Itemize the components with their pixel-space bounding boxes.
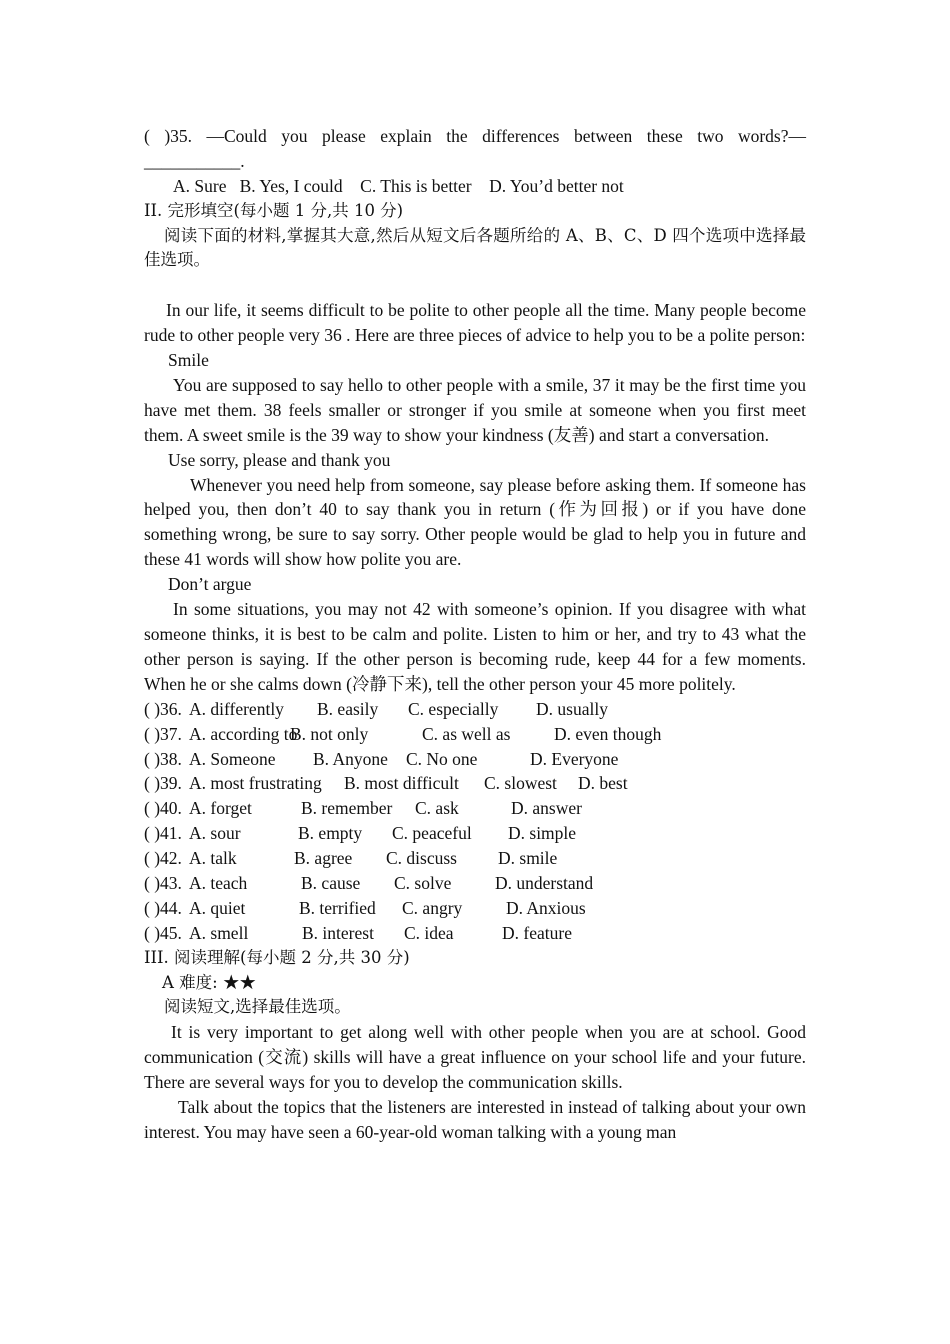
cloze-questions	[144, 697, 806, 946]
option-d: D. smile	[498, 848, 558, 869]
option-a: A. smell	[189, 922, 249, 943]
section-2-instruction: 阅读下面的材料,掌握其大意,然后从短文后各题所给的 A、B、C、D 四个选项中选择最佳选项。	[144, 225, 806, 270]
option-b: B. easily	[317, 698, 379, 719]
question-number: ( )38.	[144, 748, 182, 769]
question-35-blank: ___________.	[144, 150, 245, 171]
question-number: ( )42.	[144, 848, 182, 869]
option-d: D. understand	[495, 872, 594, 893]
question-number: ( )36.	[144, 698, 182, 719]
option-b: B. remember	[301, 798, 393, 819]
option-c: C. angry	[402, 897, 463, 918]
option-c: C. solve	[394, 872, 452, 893]
question-35-options: A. Sure B. Yes, I could C. This is better D. You’d better not	[173, 175, 624, 196]
option-c: C. No one	[406, 748, 478, 769]
question-row	[144, 747, 806, 772]
cloze-heading-sorry: Use sorry, please and thank you	[168, 449, 391, 470]
question-row	[144, 771, 806, 796]
question-row	[144, 871, 806, 896]
question-number: ( )45.	[144, 922, 182, 943]
question-number: ( )43.	[144, 872, 182, 893]
option-d: D. usually	[536, 698, 608, 719]
option-b: B. empty	[298, 823, 363, 844]
option-a: A. according to	[189, 723, 298, 744]
option-b: B. Anyone	[313, 748, 388, 769]
cloze-paragraph-3: In some situations, you may not 42 with someone’s opinion. If you disagree with what someone thinks, it is best to be calm and polite. Listen to him or her, and try to 43 what the other person is saying. If the other person is becoming rude, keep 44 for a few moments. When he or she calms down (冷静下来), tell the other person your 45 more politely.	[144, 599, 806, 694]
option-b: B. agree	[294, 848, 353, 869]
option-b: B. interest	[302, 922, 374, 943]
reading-paragraph-2: Talk about the topics that the listeners are interested in instead of talking about your own interest. You may have seen a 60-year-old woman talking with a young man	[144, 1097, 806, 1142]
option-c: C. peaceful	[392, 823, 472, 844]
question-35	[144, 124, 806, 199]
question-row	[144, 796, 806, 821]
option-d: D. simple	[508, 823, 577, 844]
question-row	[144, 846, 806, 871]
option-c: C. especially	[408, 698, 499, 719]
question-row	[144, 722, 806, 747]
option-c: C. as well as	[422, 723, 511, 744]
cloze-passage	[144, 298, 806, 696]
option-c: C. idea	[404, 922, 454, 943]
question-number: ( )44.	[144, 897, 182, 918]
option-a: A. teach	[189, 872, 248, 893]
cloze-paragraph-1: You are supposed to say hello to other people with a smile, 37 it may be the first time you have met them. 38 feels smaller or stronger if you smile at someone when you first meet them. A sweet smile is the 39 way to show your kindness (友善) and start a conversation.	[144, 374, 806, 445]
option-a: A. Someone	[189, 748, 276, 769]
option-d: D. even though	[554, 723, 662, 744]
section-2-heading: II. 完形填空(每小题 1 分,共 10 分)	[144, 200, 404, 220]
document-page	[144, 124, 806, 1145]
cloze-intro: In our life, it seems difficult to be polite to other people all the time. Many people become rude to other people very 36 . Here are three pieces of advice to help you to be a polite person:	[144, 300, 806, 346]
question-row	[144, 896, 806, 921]
option-a: A. talk	[189, 848, 237, 869]
option-a: A. sour	[189, 823, 241, 844]
option-a: A. forget	[189, 798, 252, 819]
option-b: B. terrified	[299, 897, 376, 918]
option-a: A. most frustrating	[189, 773, 322, 794]
difficulty-label: A 难度: ★★	[162, 972, 256, 992]
question-35-stem: ( )35. —Could you please explain the differences between these two words?—	[144, 126, 806, 146]
question-number: ( )41.	[144, 823, 182, 844]
option-c: C. discuss	[386, 848, 457, 869]
section-3-instruction: 阅读短文,选择最佳选项。	[164, 997, 351, 1017]
spacer	[144, 273, 806, 298]
cloze-heading-argue: Don’t argue	[168, 574, 252, 595]
option-b: B. cause	[301, 872, 361, 893]
cloze-heading-smile: Smile	[168, 350, 209, 371]
option-c: C. ask	[415, 798, 459, 819]
option-b: B. not only	[290, 723, 369, 744]
cloze-paragraph-2: Whenever you need help from someone, say please before asking them. If someone has helped you, then don’t 40 to say thank you in return (作为回报) or if you have done something wrong, be sure to say sorry. Other people would be glad to help you in future and these 41 words will show how polite you are.	[144, 474, 806, 570]
option-a: A. differently	[189, 698, 284, 719]
option-d: D. answer	[511, 798, 582, 819]
question-number: ( )40.	[144, 798, 182, 819]
section-3-heading: III. 阅读理解(每小题 2 分,共 30 分)	[144, 947, 410, 967]
question-row	[144, 821, 806, 846]
question-number: ( )37.	[144, 723, 182, 744]
question-row	[144, 921, 806, 946]
reading-paragraph-1: It is very important to get along well with other people when you are at school. Good communication (交流) skills will have a great influence on your school life and your future. There are several ways for you to develop the communication skills.	[144, 1022, 806, 1093]
option-d: D. Anxious	[506, 897, 586, 918]
option-a: A. quiet	[189, 897, 246, 918]
option-d: D. feature	[502, 922, 572, 943]
option-c: C. slowest	[484, 773, 557, 794]
option-d: D. best	[578, 773, 628, 794]
option-d: D. Everyone	[530, 748, 619, 769]
question-number: ( )39.	[144, 773, 182, 794]
question-row	[144, 697, 806, 722]
option-b: B. most difficult	[344, 773, 459, 794]
